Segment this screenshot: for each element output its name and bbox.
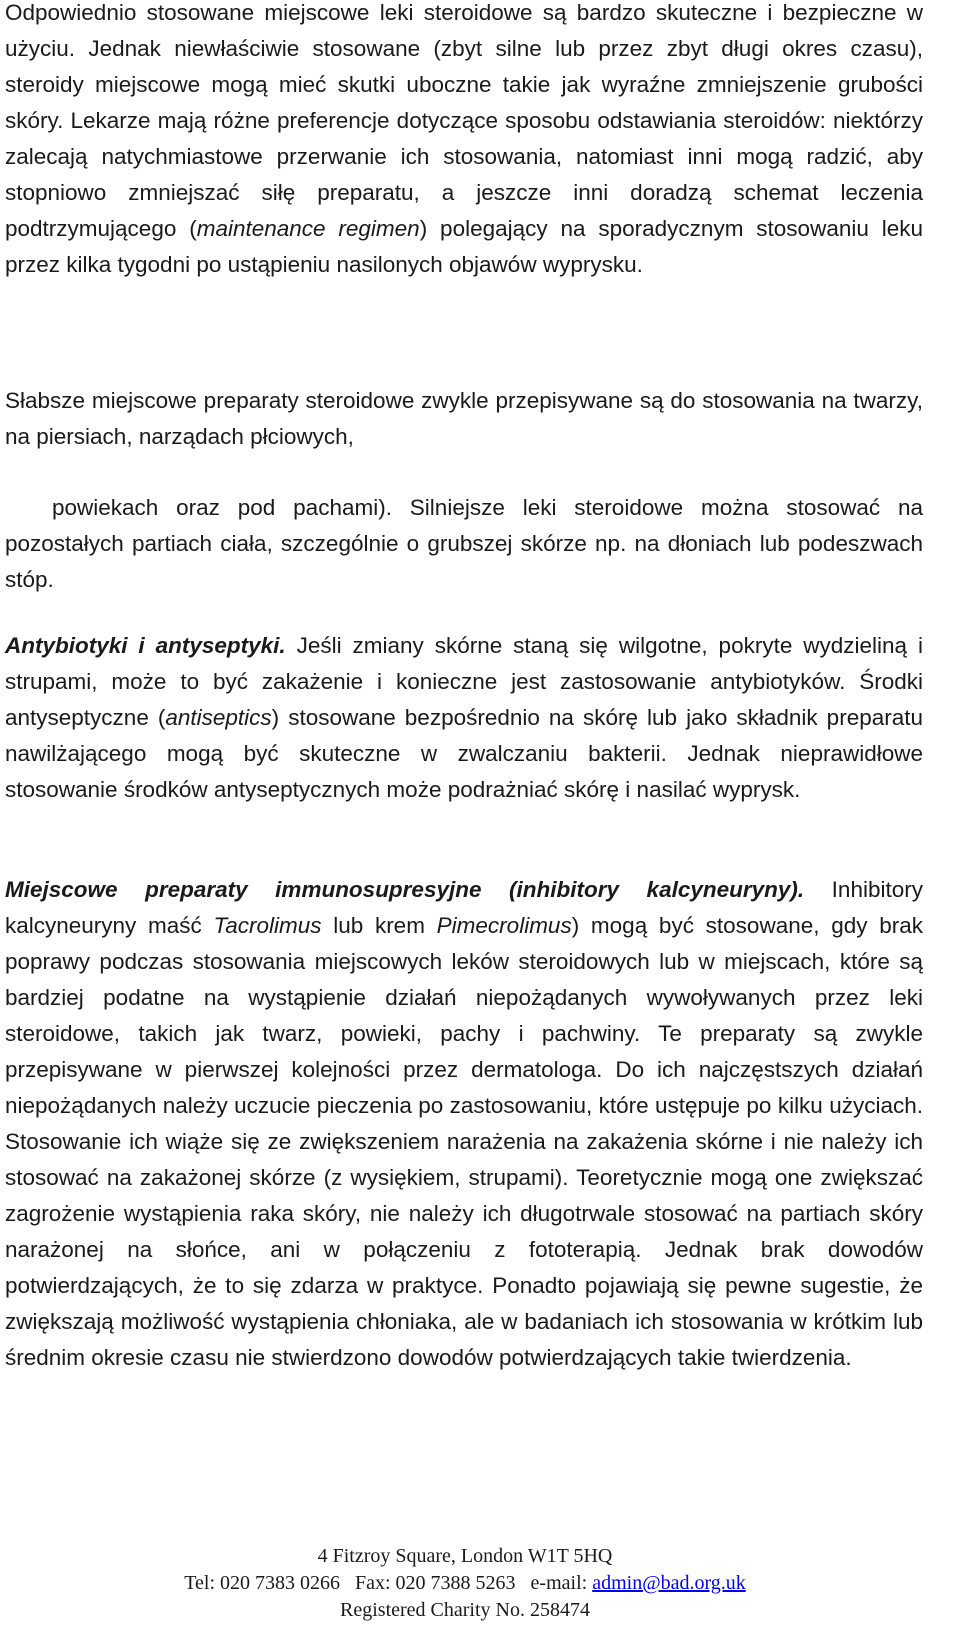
paragraph-text: Słabsze miejscowe preparaty steroidowe zwykle przepisywane są do stosowania na twarzy, na piersiach, narządach płciowych, <box>5 388 923 449</box>
paragraph-italic-term: Pimecrolimus <box>436 913 572 938</box>
section-heading-antibiotics: Antybiotyki i antyseptyki. <box>5 633 286 658</box>
footer-address: 4 Fitzroy Square, London W1T 5HQ <box>317 1545 613 1567</box>
paragraph-weak-steroids-continued <box>5 490 923 598</box>
footer-contact <box>0 1570 930 1597</box>
paragraph-italic-term: antiseptics <box>165 705 272 730</box>
paragraph-text: ) polegający na sporadycznym stosowaniu leku przez kilka tygodni po ustąpieniu nasilonych objawów wyprysku. <box>5 216 923 277</box>
paragraph-text: ) stosowane bezpośrednio na skórę lub jako składnik preparatu nawilżającego mogą być skuteczne w zwalczaniu bakterii. Jednak nieprawidłowe stosowanie środków antyseptycznych może podrażniać skórę i nasilać wyprysk. <box>5 705 924 802</box>
paragraph-immunosuppressants <box>5 872 923 1376</box>
paragraph-italic-term: Tacrolimus <box>213 913 322 938</box>
section-heading-immunosuppressants: Miejscowe preparaty immunosupresyjne (inhibitory kalcyneuryny). <box>5 877 805 902</box>
footer-contact-text: Tel: 020 7383 0266 Fax: 020 7388 5263 e-mail: <box>184 1572 593 1594</box>
paragraph-steroid-use <box>5 0 923 283</box>
paragraph-antibiotics <box>5 628 923 808</box>
paragraph-text: Inhibitory kalcyneuryny maść <box>5 877 923 938</box>
footer-email-link[interactable]: admin@bad.org.uk <box>592 1572 746 1594</box>
paragraph-text: Odpowiednio stosowane miejscowe leki steroidowe są bardzo skuteczne i bezpieczne w użyciu. Jednak niewłaściwie stosowane (zbyt silne lub przez zbyt długi okres czasu), steroidy miejscowe mogą mieć skutki uboczne takie jak wyraźne zmniejszenie grubości skóry. Lekarze mają różne preferencje dotyczące sposobu odstawiania steroidów: niektórzy zalecają natychmiastowe przerwanie ich stosowania, natomiast inni mogą radzić, aby stopniowo zmniejszać siłę preparatu, a jeszcze inni doradzą schemat leczenia podtrzymującego ( <box>5 0 923 241</box>
footer-charity-number: Registered Charity No. 258474 <box>340 1599 590 1621</box>
paragraph-weak-steroids-first <box>5 383 923 455</box>
paragraph-italic-term: maintenance regimen <box>196 216 420 241</box>
paragraph-text: Jeśli zmiany skórne staną się wilgotne, pokryte wydzieliną i strupami, może to być zakażenie i konieczne jest zastosowanie antybiotyków. Środki antyseptyczne ( <box>5 633 923 730</box>
paragraph-text: ) mogą być stosowane, gdy brak poprawy podczas stosowania miejscowych leków steroidowych lub w miejscach, które są bardziej podatne na wystąpienie działań niepożądanych wywoływanych przez leki steroidowe, takich jak twarz, powieki, pachy i pachwiny. Te preparaty są zwykle przepisywane w pierwszej kolejności przez dermatologa. Do ich najczęstszych działań niepożądanych należy uczucie pieczenia po zastosowaniu, które ustępuje po kilku użyciach. Stosowanie ich wiąże się ze zwiększeniem narażenia na zakażenia skórne i nie należy ich stosować na zakażonej skórze (z wysiękiem, strupami). Teoretycznie mogą one zwiększać zagrożenie wystąpienia raka skóry, nie należy ich długotrwale stosować na partiach skóry narażonej na słońce, ani w połączeniu z fototerapią. Jednak brak dowodów potwierdzających, że to się zdarza w praktyce. Ponadto pojawiają się pewne sugestie, że zwiększają możliwość wystąpienia chłoniaka, ale w badaniach ich stosowania w krótkim lub średnim okresie czasu nie stwierdzono dowodów potwierdzających takie twierdzenia. <box>5 913 923 1370</box>
page-footer <box>0 1543 930 1624</box>
paragraph-text: powiekach oraz pod pachami). Silniejsze leki steroidowe można stosować na pozostałych partiach ciała, szczególnie o grubszej skórze np. na dłoniach lub podeszwach stóp. <box>5 495 923 592</box>
paragraph-text: lub krem <box>321 913 437 938</box>
